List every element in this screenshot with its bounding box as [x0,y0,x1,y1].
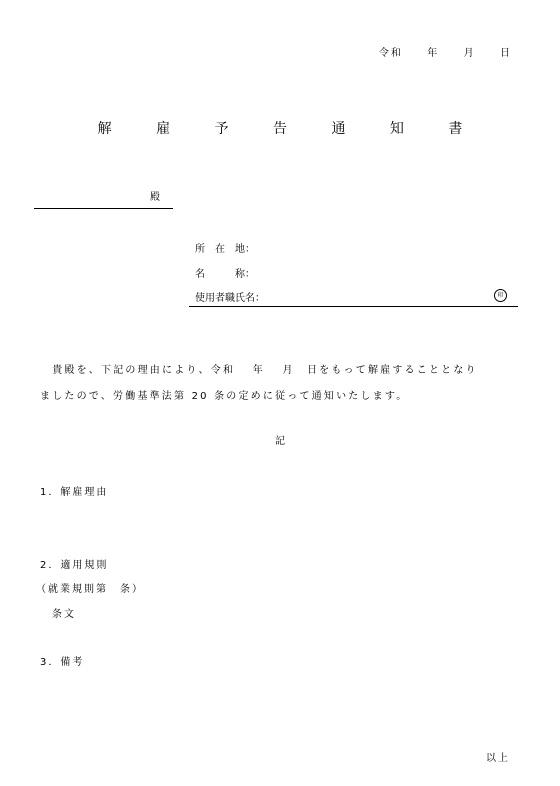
employer-name-label: 名 称： [195,269,255,280]
ki-heading: 記 [275,436,285,447]
employer-representative-label: 使用者職氏名： [195,293,265,304]
section-clause-text: 条文 [52,609,76,620]
section-applicable-rules: 2．適用規則 [40,560,109,571]
section-remarks: 3．備考 [40,657,85,668]
date-day: 日 [500,48,512,59]
employer-address-row [195,240,255,255]
document-title: 解 雇 予 告 通 知 書 [97,121,483,137]
notice-body [40,358,516,410]
addressee-suffix: 殿 [150,192,160,203]
section-dismissal-reason: 1．解雇理由 [40,487,109,498]
employer-name-row [195,265,255,280]
notice-body-line-2: ましたので、労働基準法第 20 条の定めに従って通知いたします。 [40,391,409,402]
employer-address-label: 所 在 地： [195,244,255,255]
date-era: 令和 [378,48,403,59]
notice-body-line-1: 貴殿を、下記の理由により、令和 年 月 日をもって解雇することとなり [40,365,478,376]
document-date [379,44,512,59]
addressee-underline [34,208,173,209]
closing-mark: 以上 [486,753,510,764]
employer-underline [189,306,518,307]
section-work-rules-article: （就業規則第 条） [36,584,144,595]
seal-mark: 印 [494,289,507,302]
date-month: 月 [463,48,476,59]
date-year: 年 [427,48,440,59]
employer-representative-row [195,289,265,304]
